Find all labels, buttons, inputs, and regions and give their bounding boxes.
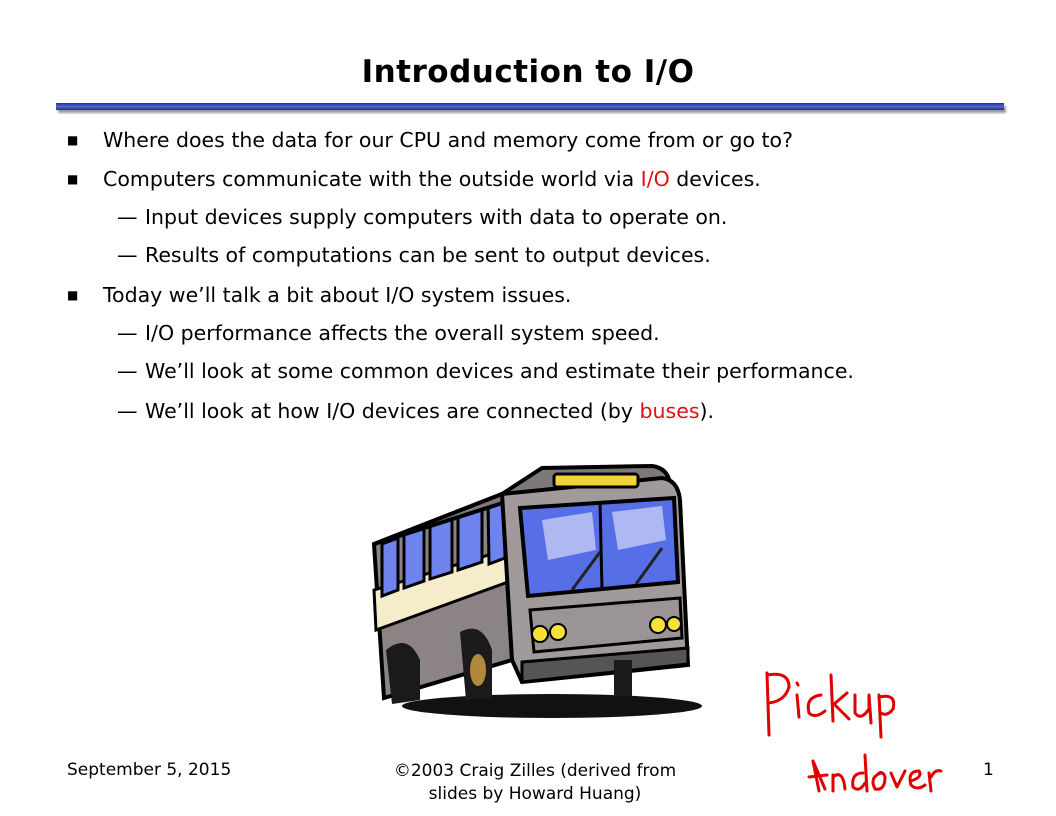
square-bullet-icon: ■ xyxy=(67,172,79,186)
ink-stroke xyxy=(767,673,789,735)
dash-bullet-icon: — xyxy=(117,321,138,345)
bullet-text: Input devices supply computers with data to operate on. xyxy=(145,205,728,229)
ink-stroke xyxy=(855,695,871,723)
ink-stroke xyxy=(853,755,867,791)
sub-bullet-item xyxy=(117,321,660,345)
ink-stroke xyxy=(910,771,925,788)
ink-stroke xyxy=(873,773,885,790)
sub-bullet-item xyxy=(117,359,854,383)
page-number: 1 xyxy=(983,760,994,780)
footer-copyright xyxy=(355,760,715,806)
bullet-text: We’ll look at how I/O devices are connected (by xyxy=(145,399,640,423)
bus-window xyxy=(404,527,424,588)
dash-bullet-icon: — xyxy=(117,399,138,423)
bullet-text: I/O performance affects the overall system speed. xyxy=(145,321,660,345)
ink-stroke xyxy=(809,761,827,791)
sub-bullet-item xyxy=(117,399,714,423)
ink-stroke xyxy=(929,771,941,791)
bus-illustration xyxy=(362,460,702,722)
sub-bullet-item xyxy=(117,243,711,267)
bus-wheel xyxy=(614,660,632,696)
bus-wheel xyxy=(386,643,420,704)
bullet-text: We’ll look at some common devices and estimate their performance. xyxy=(145,359,854,383)
destination-sign xyxy=(554,474,638,487)
ink-stroke xyxy=(797,683,799,717)
ink-stroke xyxy=(891,771,905,787)
bullet-item xyxy=(67,283,571,307)
bus-window xyxy=(382,538,398,596)
headlight xyxy=(550,624,566,640)
dash-bullet-icon: — xyxy=(117,205,138,229)
copyright-line: slides by Howard Huang) xyxy=(428,784,642,804)
footer-date: September 5, 2015 xyxy=(67,760,232,780)
square-bullet-icon: ■ xyxy=(67,288,79,302)
dash-bullet-icon: — xyxy=(117,359,138,383)
handwritten-annotation xyxy=(755,665,945,805)
headlight xyxy=(650,617,666,633)
headlight xyxy=(532,626,548,642)
dash-bullet-icon: — xyxy=(117,243,138,267)
headlight xyxy=(667,617,681,631)
bullet-text: Results of computations can be sent to output devices. xyxy=(145,243,711,267)
bullet-text: Today we’ll talk a bit about I/O system issues. xyxy=(103,283,572,307)
ink-stroke xyxy=(833,775,845,791)
ink-stroke xyxy=(879,695,894,737)
wheel-hub xyxy=(470,654,486,686)
highlight-term: buses xyxy=(639,399,700,423)
square-bullet-icon: ■ xyxy=(67,133,79,147)
sub-bullet-item xyxy=(117,205,727,229)
windshield-divider xyxy=(600,502,602,590)
bullet-text-tail: devices. xyxy=(669,167,761,191)
bus-shadow xyxy=(402,694,702,718)
slide-title: Introduction to I/O xyxy=(361,54,695,90)
copyright-line: ©2003 Craig Zilles (derived from xyxy=(393,761,677,781)
ink-stroke xyxy=(808,695,825,716)
ink-stroke xyxy=(831,675,849,721)
bullet-text-tail: ). xyxy=(699,399,715,423)
bullet-text: Computers communicate with the outside world via xyxy=(103,167,641,191)
bullet-text: Where does the data for our CPU and memory come from or go to? xyxy=(103,128,793,152)
bullet-item xyxy=(67,167,761,191)
highlight-term: I/O xyxy=(640,167,670,191)
title-underline xyxy=(56,103,1004,110)
bullet-item xyxy=(67,128,793,152)
